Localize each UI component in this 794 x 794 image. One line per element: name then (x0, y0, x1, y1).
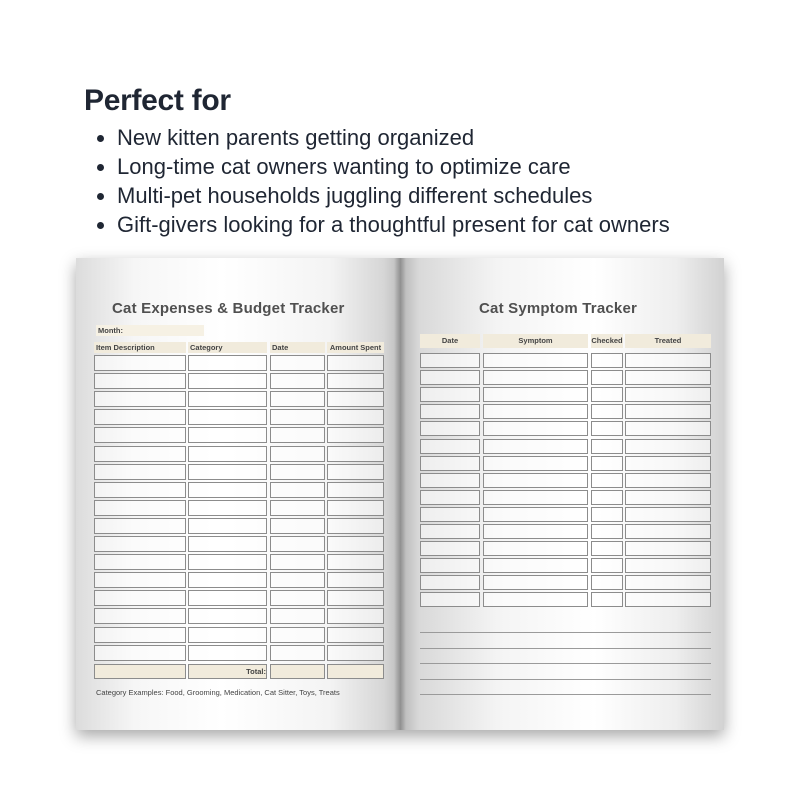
table-cell (483, 387, 588, 402)
table-cell (483, 456, 588, 471)
table-cell (188, 391, 267, 407)
table-cell (188, 427, 267, 443)
table-cell (270, 554, 325, 570)
notes-line (420, 648, 711, 649)
table-cell (625, 490, 711, 505)
table-cell (94, 572, 186, 588)
table-cell (270, 590, 325, 606)
column-header: Date (270, 342, 325, 353)
table-cell (270, 373, 325, 389)
column-header: Treated (625, 334, 711, 348)
table-cell (483, 353, 588, 368)
table-cell (327, 608, 384, 624)
table-cell (591, 439, 623, 454)
table-cell (94, 391, 186, 407)
table-cell (188, 518, 267, 534)
table-cell (327, 500, 384, 516)
table-cell (327, 518, 384, 534)
table-cell (188, 590, 267, 606)
total-label: Total: (246, 666, 266, 676)
table-cell (270, 355, 325, 371)
column-header: Amount Spent (327, 342, 384, 353)
table-cell (94, 590, 186, 606)
table-cell (270, 409, 325, 425)
table-cell (591, 370, 623, 385)
book-gutter (394, 258, 406, 730)
category-examples-note: Category Examples: Food, Grooming, Medication, Cat Sitter, Toys, Treats (96, 688, 340, 697)
bullet-list (95, 123, 670, 239)
table-cell (625, 575, 711, 590)
table-cell (625, 473, 711, 488)
table-cell (420, 490, 480, 505)
total-cell (270, 664, 325, 679)
expense-tracker-title: Cat Expenses & Budget Tracker (112, 300, 345, 317)
open-book-mockup (76, 258, 724, 730)
month-label: Month: (96, 325, 204, 336)
bullet-item: Gift-givers looking for a thoughtful present for cat owners (95, 210, 670, 239)
table-cell (625, 439, 711, 454)
table-cell (591, 575, 623, 590)
table-cell (483, 541, 588, 556)
table-cell (625, 592, 711, 607)
table-cell (483, 575, 588, 590)
right-page (400, 258, 724, 730)
table-cell (591, 387, 623, 402)
table-cell (327, 355, 384, 371)
column-header: Item Description (94, 342, 186, 353)
table-cell (591, 473, 623, 488)
table-cell (327, 482, 384, 498)
table-cell (327, 536, 384, 552)
table-cell (483, 507, 588, 522)
table-cell (591, 456, 623, 471)
table-cell (94, 427, 186, 443)
table-cell (270, 536, 325, 552)
table-cell (591, 490, 623, 505)
table-cell (94, 536, 186, 552)
table-cell (270, 572, 325, 588)
table-cell (483, 370, 588, 385)
symptom-tracker-title: Cat Symptom Tracker (479, 300, 638, 317)
table-cell (625, 421, 711, 436)
table-cell (327, 409, 384, 425)
table-cell (483, 421, 588, 436)
table-cell (420, 353, 480, 368)
table-cell (188, 627, 267, 643)
table-cell (625, 507, 711, 522)
table-cell (420, 558, 480, 573)
table-cell (94, 409, 186, 425)
notes-line (420, 694, 711, 695)
table-cell (270, 518, 325, 534)
table-cell (188, 500, 267, 516)
table-cell (270, 482, 325, 498)
table-cell (270, 645, 325, 661)
left-page (76, 258, 400, 730)
table-cell (420, 456, 480, 471)
section-heading: Perfect for (84, 84, 231, 117)
table-cell (188, 645, 267, 661)
table-cell (270, 464, 325, 480)
column-header: Symptom (483, 334, 588, 348)
table-cell (483, 473, 588, 488)
table-cell (483, 592, 588, 607)
table-cell (94, 373, 186, 389)
table-cell (625, 353, 711, 368)
table-cell (94, 482, 186, 498)
bullet-item: New kitten parents getting organized (95, 123, 670, 152)
table-cell (327, 427, 384, 443)
table-cell (188, 409, 267, 425)
table-cell (188, 572, 267, 588)
table-cell (591, 421, 623, 436)
table-cell (420, 473, 480, 488)
table-cell (188, 355, 267, 371)
column-header: Date (420, 334, 480, 348)
table-cell (591, 404, 623, 419)
table-cell (94, 355, 186, 371)
table-cell (94, 446, 186, 462)
table-cell (188, 554, 267, 570)
table-cell (483, 558, 588, 573)
notes-line (420, 632, 711, 633)
table-cell (188, 482, 267, 498)
table-cell (591, 524, 623, 539)
table-cell (420, 387, 480, 402)
total-cell (327, 664, 384, 679)
table-cell (625, 541, 711, 556)
table-cell (625, 370, 711, 385)
table-cell (420, 404, 480, 419)
table-cell (420, 421, 480, 436)
table-cell (327, 373, 384, 389)
table-cell (327, 627, 384, 643)
notes-line (420, 663, 711, 664)
column-header: Category (188, 342, 267, 353)
table-cell (327, 391, 384, 407)
table-cell (270, 608, 325, 624)
table-cell (94, 518, 186, 534)
table-cell (625, 456, 711, 471)
table-cell (483, 490, 588, 505)
table-cell (94, 608, 186, 624)
table-cell (625, 558, 711, 573)
bullet-item: Long-time cat owners wanting to optimize care (95, 152, 670, 181)
table-cell (420, 575, 480, 590)
table-cell (591, 353, 623, 368)
table-cell (591, 558, 623, 573)
table-cell (270, 446, 325, 462)
table-cell (327, 645, 384, 661)
table-cell (270, 391, 325, 407)
table-cell (94, 500, 186, 516)
table-cell (94, 645, 186, 661)
column-header: Checked (591, 334, 623, 348)
table-cell (420, 370, 480, 385)
table-cell (591, 592, 623, 607)
table-cell (483, 404, 588, 419)
table-cell (591, 507, 623, 522)
table-cell (327, 446, 384, 462)
notes-line (420, 679, 711, 680)
table-cell (625, 404, 711, 419)
table-cell (270, 500, 325, 516)
table-cell (188, 608, 267, 624)
table-cell (188, 373, 267, 389)
table-cell (625, 524, 711, 539)
table-cell (188, 446, 267, 462)
table-cell (327, 572, 384, 588)
total-cell (94, 664, 186, 679)
table-cell (327, 554, 384, 570)
table-cell (327, 590, 384, 606)
table-cell (94, 554, 186, 570)
table-cell (94, 464, 186, 480)
table-cell (188, 464, 267, 480)
table-cell (625, 387, 711, 402)
table-cell (591, 541, 623, 556)
table-cell (420, 541, 480, 556)
table-cell (420, 439, 480, 454)
table-cell (270, 427, 325, 443)
table-cell (270, 627, 325, 643)
bullet-item: Multi-pet households juggling different schedules (95, 181, 670, 210)
table-cell (483, 439, 588, 454)
table-cell (420, 507, 480, 522)
table-cell (420, 592, 480, 607)
table-cell (483, 524, 588, 539)
table-cell (188, 536, 267, 552)
table-cell (420, 524, 480, 539)
table-cell (94, 627, 186, 643)
table-cell (327, 464, 384, 480)
